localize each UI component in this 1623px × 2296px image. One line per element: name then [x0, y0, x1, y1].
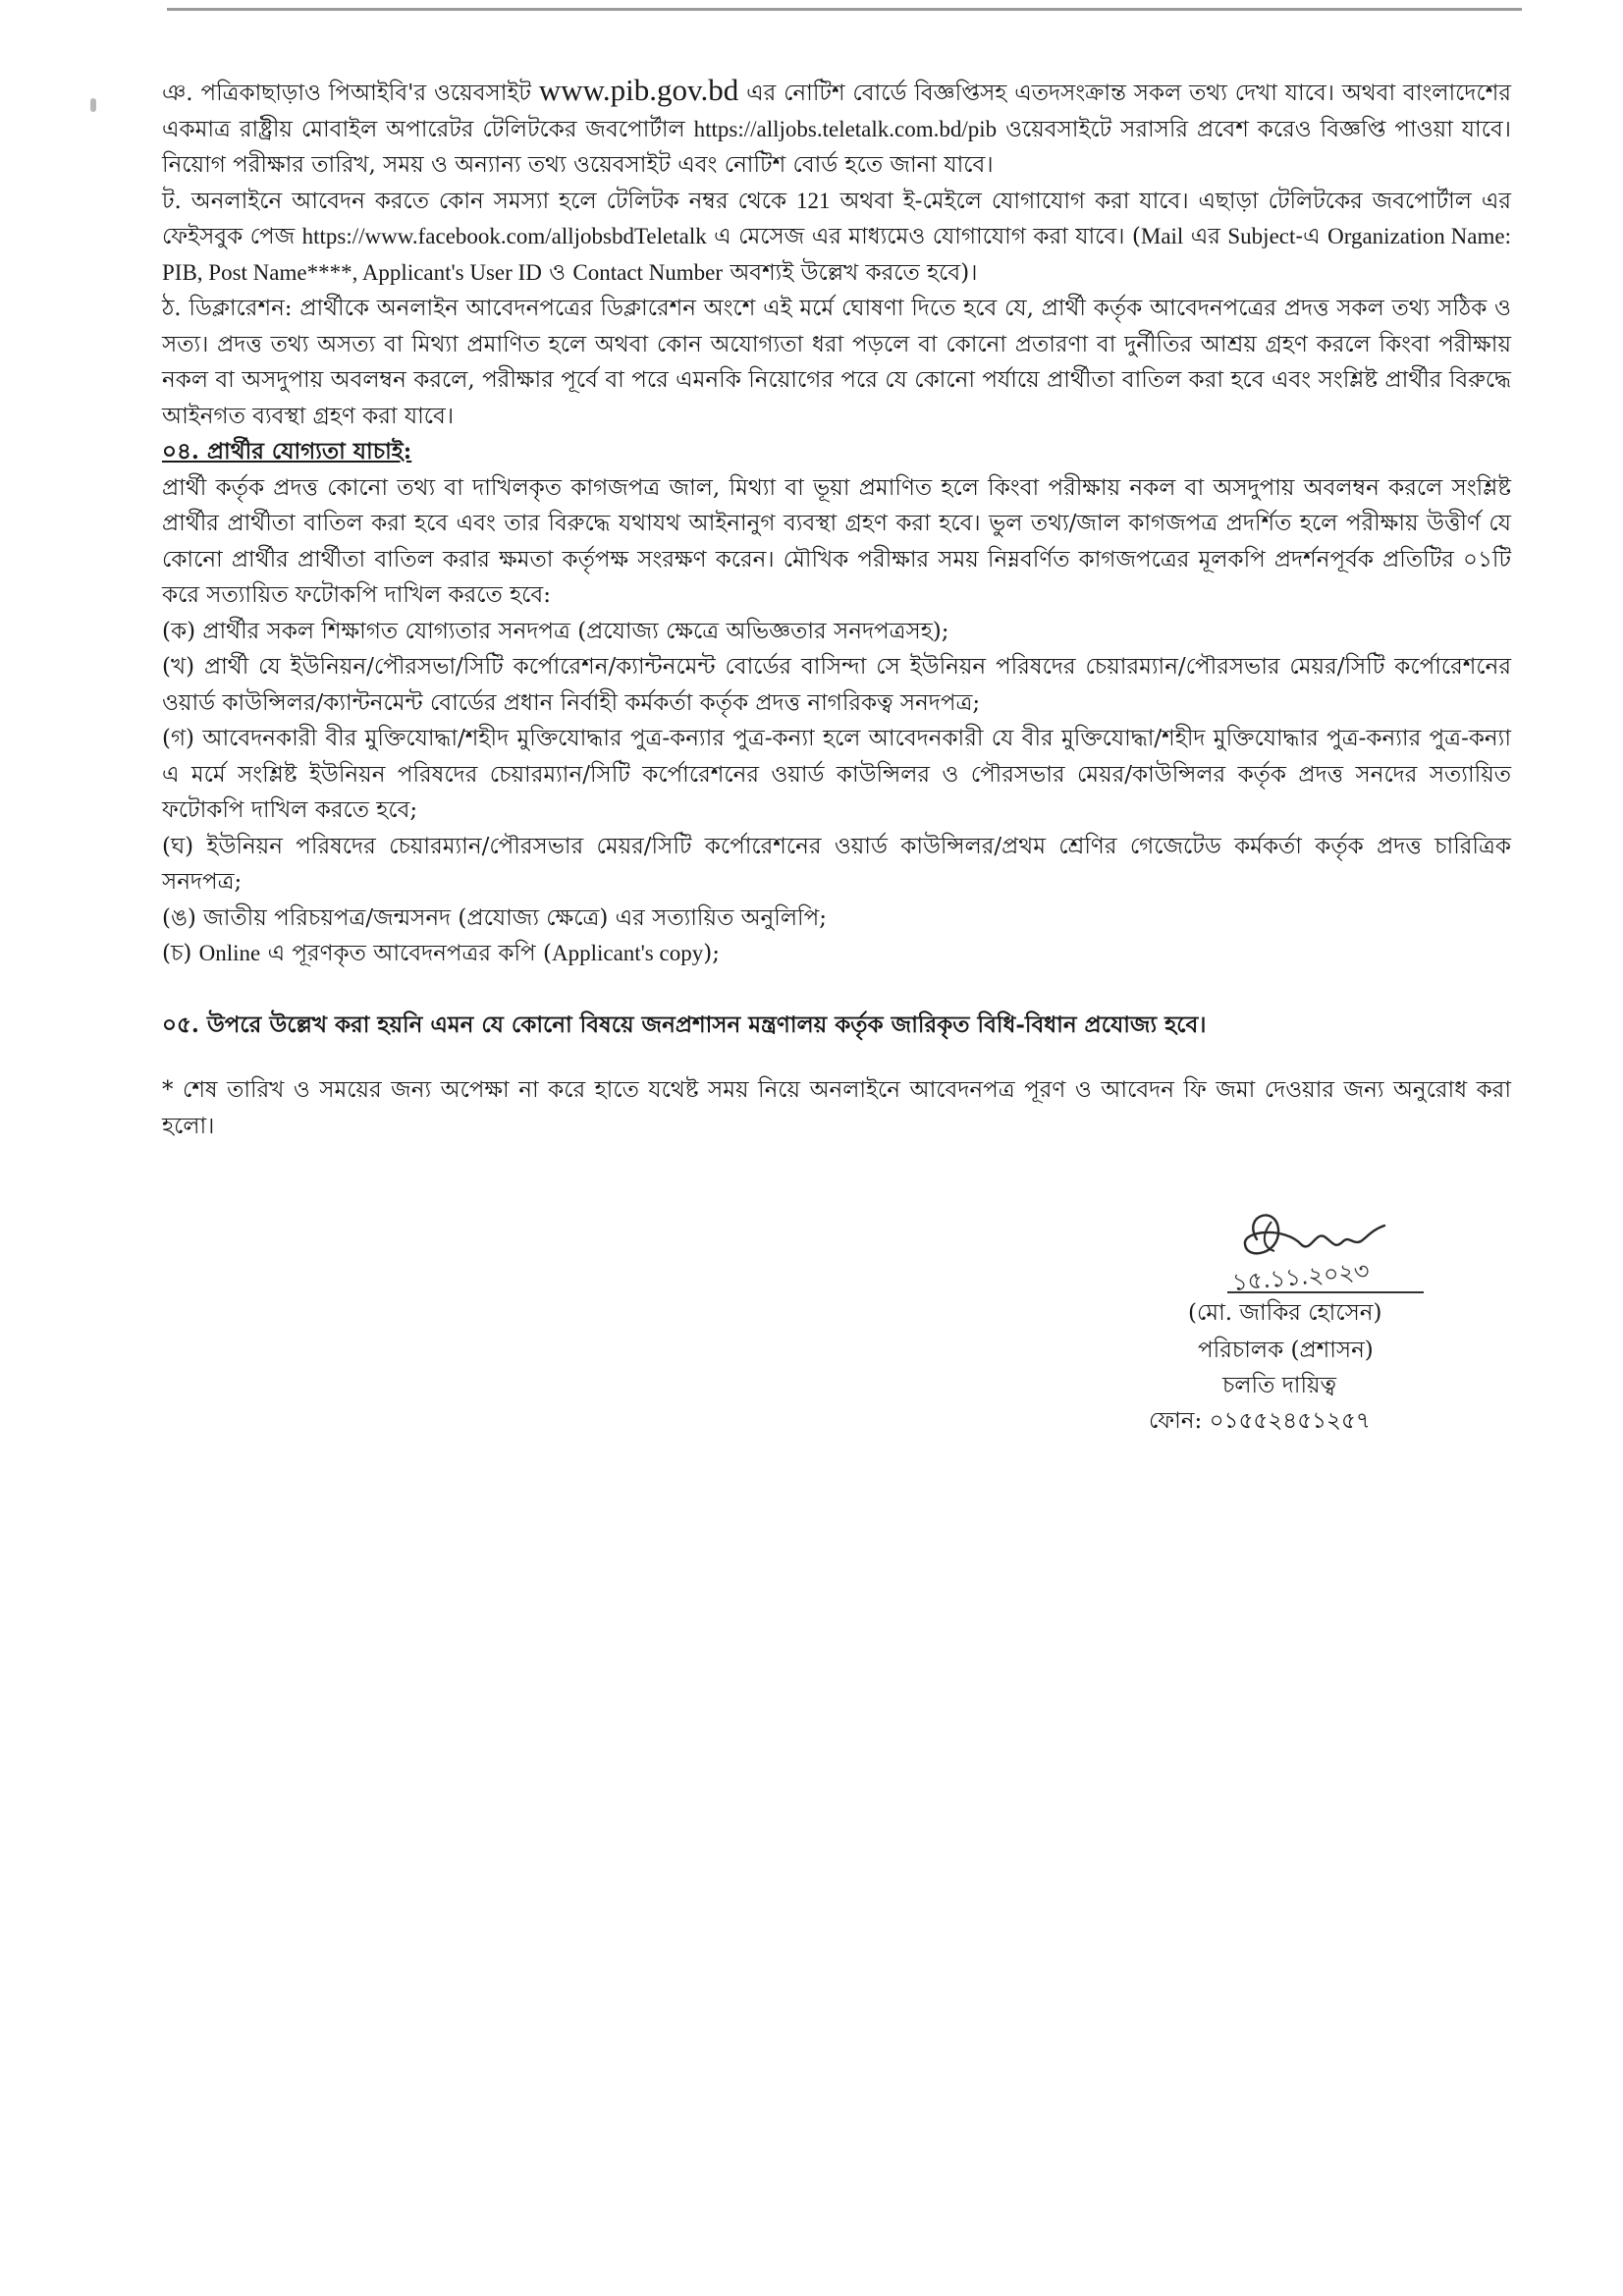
list-item-cha-prefix: (চ): [162, 941, 199, 966]
note-text: * শেষ তারিখ ও সময়ের জন্য অপেক্ষা না করে হাতে যথেষ্ট সময় নিয়ে অনলাইনে আবেদনপত্র পূরণ ও আবেদন ফি জমা দেওয়ার জন্য অনুরোধ করা হলো।: [162, 1077, 1511, 1139]
applicant-copy-word: Applicant's copy: [551, 941, 704, 965]
para-ta-mid5: ও: [541, 259, 573, 286]
para-tha-declaration: ঠ. ডিক্লারেশন: প্রার্থীকে অনলাইন আবেদনপত্রের ডিক্লারেশন অংশে এই মর্মে ঘোষণা দিতে হবে যে, প্রার্থী কর্তৃক আবেদনপত্রের প্রদত্ত সকল তথ্য সঠিক ও সত্য। প্রদত্ত তথ্য অসত্য বা মিথ্যা প্রমাণিত হলে অথবা কোন অযোগ্যতা ধরা পড়লে বা কোনো প্রতারণা বা দুর্নীতির আশ্রয় গ্রহণ করলে কিংবা পরীক্ষায় নকল বা অসদুপায় অবলম্বন করলে, পরীক্ষার পূর্বে বা পরে এমনকি নিয়োগের পরে যে কোনো পর্যায়ে প্রার্থীতা বাতিল করা হবে এবং সংশ্লিষ্ট প্রার্থীর বিরুদ্ধে আইনগত ব্যবস্থা গ্রহণ করা যাবে।: [162, 296, 1511, 429]
para-nio-mid: এর নোটিশ বোর্ডে বিজ্ঞপ্তিসহ এতদসংক্রান্ত সকল তথ্য দেখা যাবে। অথবা বাংলাদেশের একমাত্র রাষ্ট্রীয় মোবাইল অপারেটর টেলিটকের জবপোর্টাল: [162, 81, 1511, 142]
list-item-cha: [162, 936, 1511, 972]
para-nio-prefix: ঞ. পত্রিকাছাড়াও পিআইবি'র ওয়েবসাইট: [162, 81, 539, 106]
signatory-charge: চলতি দায়িত্ব: [1222, 1373, 1336, 1398]
organization-info: Organization Name: PIB, Post Name****, Applicant's User ID: [162, 224, 1511, 285]
contact-number-word: Contact Number: [572, 259, 724, 285]
mail-word: Mail: [1140, 224, 1184, 248]
para-ta-prefix: ট. অনলাইনে আবেদন করতে কোন সমস্যা হলে টেলিটক নম্বর থেকে: [162, 188, 797, 214]
para-nio: [162, 73, 1511, 184]
para-nio-end: ওয়েবসাইটে সরাসরি প্রবেশ করেও বিজ্ঞপ্তি পাওয়া যাবে। নিয়োগ পরীক্ষার তারিখ, সময় ও অন্যান্য তথ্য ওয়েবসাইট এবং নোটিশ বোর্ড হতে জানা যাবে।: [162, 116, 1511, 178]
signatory-name: (মো. জাকির হোসেন): [1188, 1300, 1382, 1326]
para-ta-mid: অথবা ই-মেইলে যোগাযোগ করা যাবে। এছাড়া টেলিটকের জবপোর্টাল এর ফেইসবুক পেজ: [162, 188, 1511, 249]
para-ta-mid4: -এ: [1295, 224, 1328, 249]
signature-block: [1149, 1200, 1522, 1436]
para-ta-mid3: এর: [1183, 224, 1228, 249]
teletalk-number: 121: [796, 188, 831, 213]
para-ta-end: অবশ্যই উল্লেখ করতে হবে)।: [723, 259, 978, 286]
scan-speck: [90, 98, 96, 112]
signatory-designation: পরিচালক (প্রশাসন): [1198, 1338, 1374, 1363]
list-item-ka: (ক) প্রার্থীর সকল শিক্ষাগত যোগ্যতার সনদপত্র (প্রযোজ্য ক্ষেত্রে অভিজ্ঞতার সনদপত্রসহ);: [162, 618, 949, 644]
section05-text: ০৫. উপরে উল্লেখ করা হয়নি এমন যে কোনো বিষয়ে জনপ্রশাসন মন্ত্রণালয় কর্তৃক জারিকৃত বিধি-বিধান প্রযোজ্য হবে।: [162, 1011, 1207, 1038]
signature-date: ১৫.১১.২০২৩: [1230, 1256, 1371, 1297]
section04-heading: ০৪. প্রার্থীর যোগ্যতা যাচাই:: [162, 438, 412, 465]
list-item-gha: (ঘ) ইউনিয়ন পরিষদের চেয়ারম্যান/পৌরসভার মেয়র/সিটি কর্পোরেশনের ওয়ার্ড কাউন্সিলর/প্রথম শ্রেণির গেজেটেড কর্মকর্তা কর্তৃক প্রদত্ত চারিত্রিক সনদপত্র;: [162, 833, 1511, 895]
signatory-phone: ফোন: ০১৫৫২৪৫১২৫৭: [1149, 1408, 1371, 1434]
list-item-ga: (গ) আবেদনকারী বীর মুক্তিযোদ্ধা/শহীদ মুক্তিযোদ্ধার পুত্র-কন্যার পুত্র-কন্যা হলে আবেদনকারী যে বীর মুক্তিযোদ্ধা/শহীদ মুক্তিযোদ্ধার পুত্র-কন্যার পুত্র-কন্যা এ মর্মে সংশ্লিষ্ট ইউনিয়ন পরিষদের চেয়ারম্যান/সিটি কর্পোরেশনের ওয়ার্ড কাউন্সিলর ও পৌরসভার মেয়র/কাউন্সিলর কর্তৃক প্রদত্ত সনদের সত্যায়িত ফটোকপি দাখিল করতে হবে;: [162, 726, 1511, 823]
pib-website-link[interactable]: www.pib.gov.bd: [538, 73, 739, 107]
teletalk-jobportal-link[interactable]: https://alljobs.teletalk.com.bd/pib: [693, 116, 998, 141]
para-ta: [162, 184, 1511, 292]
list-item-cha-mid: এ পূরণকৃত আবেদনপত্রর কপি (: [260, 941, 552, 966]
section04-body: প্রার্থী কর্তৃক প্রদত্ত কোনো তথ্য বা দাখিলকৃত কাগজপত্র জাল, মিথ্যা বা ভূয়া প্রমাণিত হলে কিংবা পরীক্ষায় নকল বা অসদুপায় অবলম্বন করলে সংশ্লিষ্ট প্রার্থীর প্রার্থীতা বাতিল করা হবে এবং তার বিরুদ্ধে যথাযথ আইনানুগ ব্যবস্থা গ্রহণ করা হবে। ভুল তথ্য/জাল কাগজপত্র প্রদর্শিত হলে পরীক্ষায় উত্তীর্ণ যে কোনো প্রার্থীর প্রার্থীতা বাতিল করার ক্ষমতা কর্তৃপক্ষ সংরক্ষণ করেন। মৌখিক পরীক্ষার সময় নিম্নবর্ণিত কাগজপত্রের মূলকপি প্রদর্শনপূর্বক প্রতিটির ০১টি করে সত্যায়িত ফটোকপি দাখিল করতে হবে:: [162, 474, 1511, 608]
facebook-page-link[interactable]: https://www.facebook.com/alljobsbdTeletalk: [301, 224, 707, 248]
document-body: [162, 73, 1511, 1144]
list-item-kha: (খ) প্রার্থী যে ইউনিয়ন/পৌরসভা/সিটি কর্পোরেশন/ক্যান্টনমেন্ট বোর্ডের বাসিন্দা সে ইউনিয়ন পরিষদের চেয়ারম্যান/পৌরসভার মেয়র/সিটি কর্পোরেশনের ওয়ার্ড কাউন্সিলর/ক্যান্টনমেন্ট বোর্ডের প্রধান নির্বাহী কর্মকর্তা কর্তৃক প্রদত্ত নাগরিকত্ব সনদপত্র;: [162, 654, 1511, 716]
list-item-cha-end: );: [703, 941, 720, 966]
subject-word: Subject: [1227, 224, 1296, 248]
para-ta-mid2: এ মেসেজ এর মাধ্যমেও যোগাযোগ করা যাবে। (: [706, 224, 1141, 249]
signature-line: [1227, 1291, 1424, 1293]
list-item-umo: (ঙ) জাতীয় পরিচয়পত্র/জন্মসনদ (প্রযোজ্য ক্ষেত্রে) এর সত্যায়িত অনুলিপি;: [162, 904, 827, 931]
scan-top-line: [167, 8, 1522, 11]
online-word: Online: [198, 941, 261, 965]
